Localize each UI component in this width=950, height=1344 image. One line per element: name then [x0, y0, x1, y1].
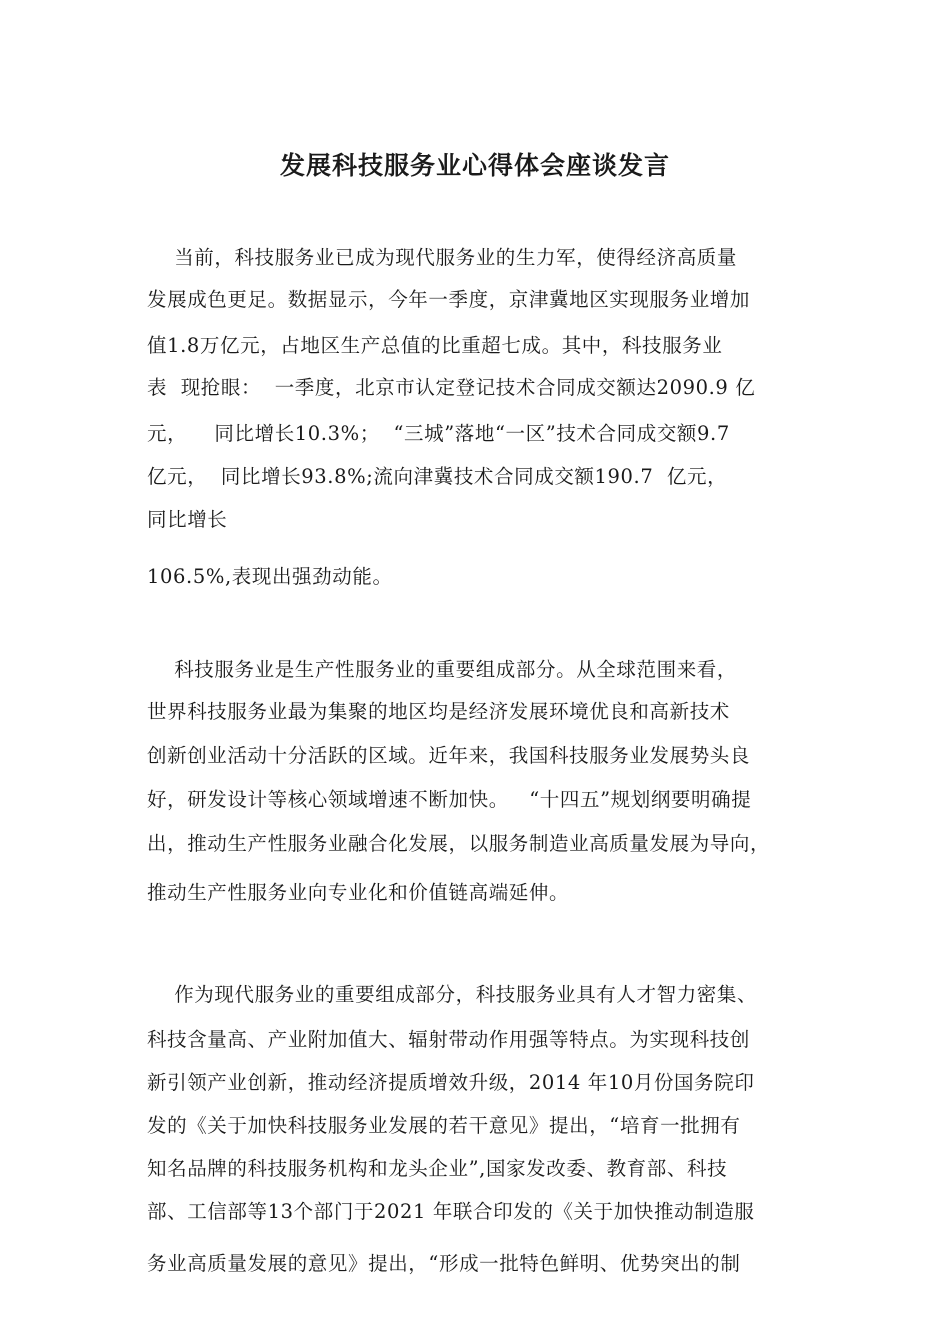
paragraph-1-line: 106.5%,表现出强劲动能。: [147, 565, 393, 588]
paragraph-1-line: 同比增长: [147, 508, 228, 531]
paragraph-1-line: 表 现抢眼： 一季度，北京市认定登记技术合同成交额达2090.9 亿: [147, 376, 756, 399]
paragraph-2-line: 创新创业活动十分活跃的区域。近年来，我国科技服务业发展势头良: [147, 744, 751, 767]
paragraph-1-line: 值1.8万亿元，占地区生产总值的比重超七成。其中，科技服务业: [147, 334, 723, 357]
document-title: 发展科技服务业心得体会座谈发言: [279, 151, 670, 180]
paragraph-3-line: 作为现代服务业的重要组成部分，科技服务业具有人才智力密集、: [147, 983, 758, 1006]
paragraph-2-line: 好，研发设计等核心领域增速不断加快。 “十四五”规划纲要明确提: [147, 788, 752, 811]
paragraph-1-line: 亿元， 同比增长93.8%;流向津冀技术合同成交额190.7 亿元，: [147, 465, 728, 488]
paragraph-2-line: 出，推动生产性服务业融合化发展，以服务制造业高质量发展为导向，: [147, 832, 771, 855]
paragraph-3-line: 知名品牌的科技服务机构和龙头企业”,国家发改委、教育部、科技: [147, 1157, 728, 1180]
paragraph-1-line: 元， 同比增长10.3%； “三城”落地“一区”技术合同成交额9.7: [147, 422, 730, 445]
paragraph-3-line: 发的《关于加快科技服务业发展的若干意见》提出，“培育一批拥有: [147, 1114, 741, 1137]
paragraph-3-line: 新引领产业创新，推动经济提质增效升级，2014 年10月份国务院印: [147, 1071, 755, 1094]
paragraph-3-line: 务业高质量发展的意见》提出，“形成一批特色鲜明、优势突出的制: [147, 1252, 741, 1275]
paragraph-2-line: 推动生产性服务业向专业化和价值链高端延伸。: [147, 881, 570, 904]
paragraph-1-line: 发展成色更足。数据显示，今年一季度，京津冀地区实现服务业增加: [147, 288, 751, 311]
paragraph-1-line: 当前，科技服务业已成为现代服务业的生力军，使得经济高质量: [147, 246, 737, 269]
paragraph-3-line: 科技含量高、产业附加值大、辐射带动作用强等特点。为实现科技创: [147, 1028, 751, 1051]
paragraph-2-line: 科技服务业是生产性服务业的重要组成部分。从全球范围来看，: [147, 658, 737, 681]
paragraph-2-line: 世界科技服务业最为集聚的地区均是经济发展环境优良和高新技术: [147, 700, 730, 723]
paragraph-3-line: 部、工信部等13个部门于2021 年联合印发的《关于加快推动制造服: [147, 1200, 755, 1223]
